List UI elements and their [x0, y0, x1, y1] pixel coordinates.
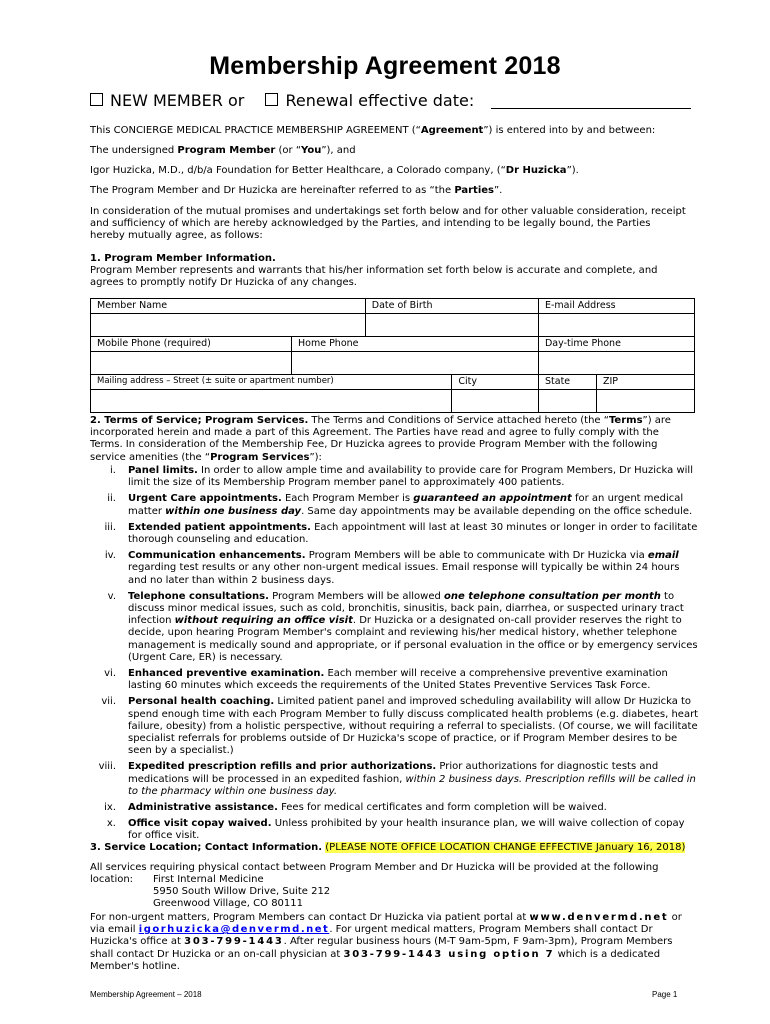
renewal-checkbox[interactable]	[265, 93, 278, 106]
zip-label: ZIP	[597, 375, 695, 390]
office-address	[153, 874, 330, 911]
daytime-phone-label: Day-time Phone	[538, 337, 694, 352]
new-member-checkbox[interactable]	[90, 93, 103, 106]
state-label: State	[539, 375, 597, 390]
intro-paragraph-2: The undersigned Program Member (or “You”), and	[90, 145, 356, 156]
patient-portal-link[interactable]: www.denvermd.net	[529, 912, 669, 923]
home-phone-field[interactable]	[292, 352, 539, 375]
mailing-address-field[interactable]	[91, 390, 452, 413]
renewal-label: Renewal effective date:	[285, 91, 475, 110]
email-link[interactable]: igorhuzicka@denvermd.net	[138, 924, 330, 936]
renewal-date-field[interactable]	[491, 108, 691, 109]
address-line: Greenwood Village, CO 80111	[153, 898, 304, 910]
list-item: viii. Expedited prescription refills and prior authorizations. Prior authorizations for diagnostic tests and medications will be processed in an expedited fashion, within 2 business days. Prescription refills will be called in to the pharmacy within one business day.	[98, 761, 696, 797]
list-item: vii. Personal health coaching. Limited patient panel and improved scheduling availability will allow Dr Huzicka to spend enough time with each Program Member to fully discuss complicated health problems (e.g. diabetes, heart failure, obesity) from a holistic perspective, without requiring a referral to specialists. (Of course, we will facilitate specialist referrals for problems outside of Dr Huzicka's scope of practice, or if Program Member desires to be seen by a specialist.)	[101, 696, 699, 757]
member-name-label: Member Name	[91, 299, 366, 314]
membership-type-line	[90, 91, 691, 110]
or-label: or	[228, 91, 245, 110]
program-services-list	[90, 465, 700, 847]
email-field[interactable]	[538, 314, 694, 337]
intro-paragraph-1: This CONCIERGE MEDICAL PRACTICE MEMBERSHIP AGREEMENT (“Agreement”) is entered into by and between:	[90, 125, 656, 136]
intro-paragraph-4: The Program Member and Dr Huzicka are hereinafter referred to as “the Parties”.	[90, 185, 503, 196]
section-1	[90, 253, 686, 290]
hotline-phone: 303-799-1443 using option 7	[343, 948, 555, 960]
office-phone: 303-799-1443	[184, 936, 284, 948]
footer-title: Membership Agreement – 2018	[90, 990, 202, 999]
intro-paragraph-3: Igor Huzicka, M.D., d/b/a Foundation for Better Healthcare, a Colorado company, (“Dr Huzicka”).	[90, 165, 579, 176]
section-3-heading-line	[90, 842, 700, 854]
dob-field[interactable]	[365, 314, 538, 337]
section-1-body: Program Member represents and warrants that his/her information set forth below is accurate and complete, and agrees to promptly notify Dr Huzicka of any changes.	[90, 265, 658, 289]
page-title: Membership Agreement 2018	[209, 52, 561, 80]
contact-information: For non-urgent matters, Program Members can contact Dr Huzicka via patient portal at www.denvermd.net or via email igorhuzicka@denvermd.net. For urgent medical matters, Program Members shall contact Dr Huzicka's office at 303-799-1443. After regular business hours (M-T 9am-5pm, F 9am-3pm), Program Members shall contact Dr Huzicka or an on-call physician at 303-799-1443 using option 7 which is a dedicated Member's hotline.	[90, 912, 682, 972]
address-line: First Internal Medicine	[153, 874, 264, 885]
member-name-field[interactable]	[91, 314, 366, 337]
list-item: vi. Enhanced preventive examination. Each member will receive a comprehensive preventive examination lasting 60 minutes which exceeds the requirements of the United States Preventive Services Task Force.	[104, 668, 668, 692]
location-change-notice: (PLEASE NOTE OFFICE LOCATION CHANGE EFFECTIVE January 16, 2018)	[325, 842, 686, 853]
page-number: Page 1	[652, 990, 678, 999]
intro-paragraph-5: In consideration of the mutual promises and undertakings set forth below and for other valuable consideration, receipt and sufficiency of which are hereby acknowledged by the Parties, and intending to be legally bound, the Parties hereby mutually agree, as follows:	[90, 206, 686, 242]
mobile-phone-label: Mobile Phone (required)	[91, 337, 292, 352]
dob-label: Date of Birth	[365, 299, 538, 314]
list-item: iii. Extended patient appointments. Each appointment will last at least 30 minutes or longer in order to facilitate thorough counseling and education.	[104, 521, 698, 546]
list-item: ix. Administrative assistance. Fees for medical certificates and form completion will be waived.	[104, 802, 607, 814]
list-item: i. Panel limits. In order to allow ample time and availability to provide care for Program Members, Dr Huzicka will limit the size of its Membership Program member panel to approximately 400 patients.	[110, 465, 693, 489]
city-field[interactable]	[452, 390, 539, 413]
daytime-phone-field[interactable]	[538, 352, 694, 375]
list-item: ii. Urgent Care appointments. Each Program Member is guaranteed an appointment for an urgent medical matter within one business day. Same day appointments may be available depending on the office schedule.	[107, 493, 693, 517]
zip-field[interactable]	[597, 390, 695, 413]
member-info-form	[90, 298, 695, 413]
section-2-intro: 2. Terms of Service; Program Services. The Terms and Conditions of Service attached hereto (the “Terms”) are incorporated herein and made a part of this Agreement. The Parties have read and agree to fully comply with the Terms. In consideration of the Membership Fee, Dr Huzicka agrees to provide Program Member with the following service amenities (the “Program Services”):	[90, 415, 671, 463]
mobile-phone-field[interactable]	[91, 352, 292, 375]
section-3-heading: 3. Service Location; Contact Information.	[90, 842, 323, 853]
section-3-body: All services requiring physical contact between Program Member and Dr Huzicka will be provided at the following location:	[90, 862, 659, 886]
state-field[interactable]	[539, 390, 597, 413]
list-item: iv. Communication enhancements. Program Members will be able to communicate with Dr Huzicka via email regarding test results or any other non-urgent medical issues. Email response will typically be within 24 hours and no later than within 2 business days.	[104, 550, 680, 586]
section-1-heading: 1. Program Member Information.	[90, 253, 276, 264]
new-member-label: NEW MEMBER	[110, 91, 223, 110]
section-2-heading: 2. Terms of Service; Program Services.	[90, 415, 309, 426]
email-label: E-mail Address	[538, 299, 694, 314]
home-phone-label: Home Phone	[292, 337, 539, 352]
list-item: v. Telephone consultations. Program Members will be allowed one telephone consultation per month to discuss minor medical issues, such as cold, bronchitis, sinusitis, back pain, diarrhea, or suspected urinary tract infection without requiring an office visit. Dr Huzicka or a designated on-call provider reserves the right to decide, upon hearing Program Member's complaint and reviewing his/her medical history, whether telephone management is medically sound and appropriate, or if personal evaluation in the office or by emergency services (Urgent Care, ER) is necessary.	[107, 590, 698, 663]
city-label: City	[452, 375, 539, 390]
mailing-address-label: Mailing address – Street (± suite or apartment number)	[91, 375, 452, 390]
address-line: 5950 South Willow Drive, Suite 212	[153, 886, 331, 898]
list-item: x. Office visit copay waived. Unless prohibited by your health insurance plan, we will waive collection of copay for office visit.	[106, 818, 685, 842]
